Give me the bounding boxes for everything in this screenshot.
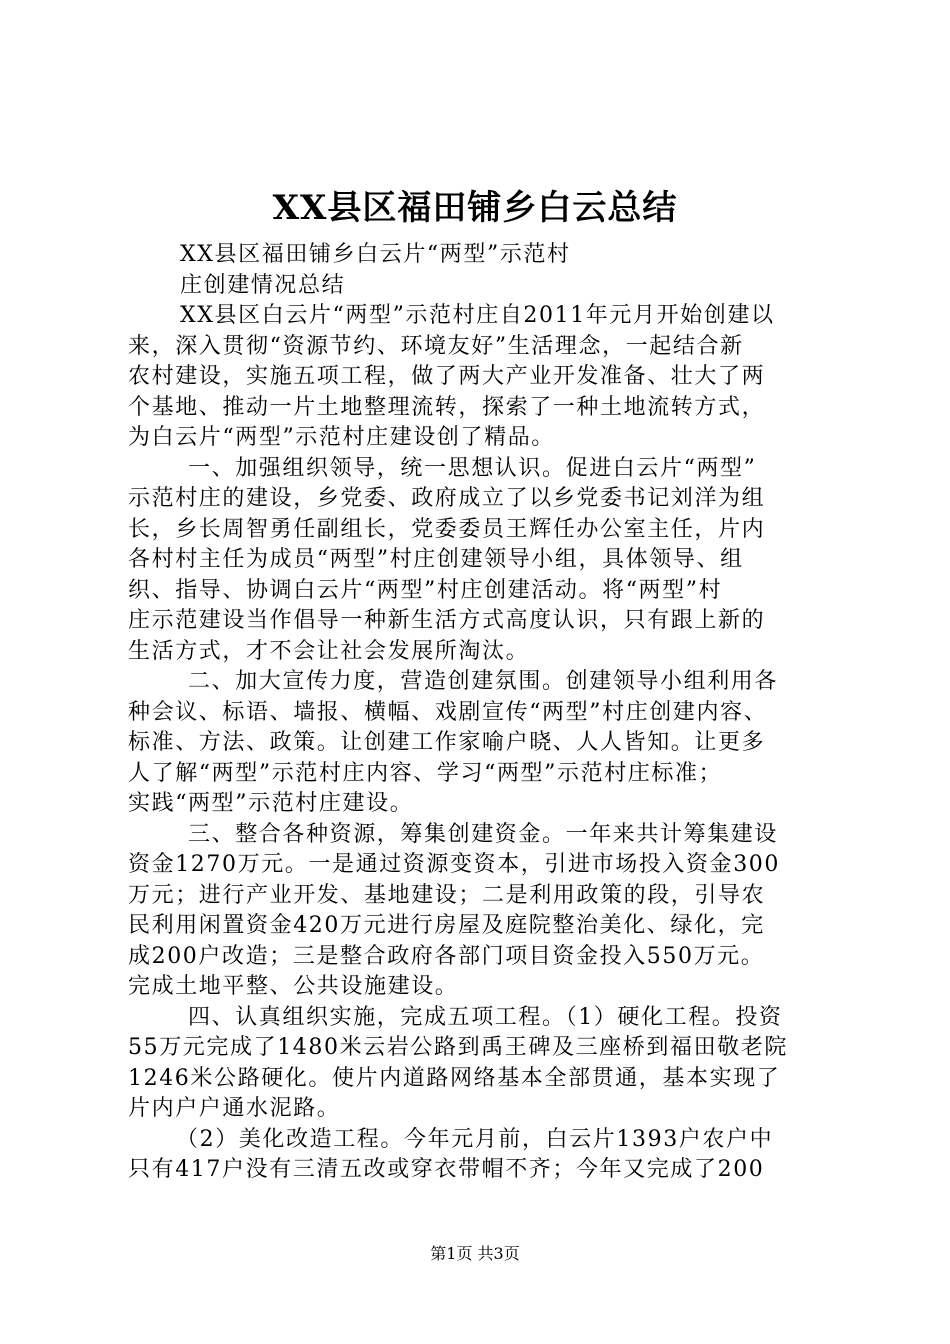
body-line: 生活方式，才不会让社会发展所淘汰。: [128, 638, 530, 664]
body-line: 万元；进行产业开发、基地建设；二是利用政策的段，引导农: [128, 882, 766, 908]
body-line: 成200户改造；三是整合政府各部门项目资金投入550万元。: [128, 943, 765, 969]
body-line: 三、整合各种资源，筹集创建资金。一年来共计筹集建设: [188, 821, 779, 847]
body-line: 各村村主任为成员“两型”村庄创建领导小组，具体领导、组: [128, 547, 744, 572]
body-line: 庄示范建设当作倡导一种新生活方式高度认识，只有跟上新的: [128, 608, 766, 633]
body-line: 1246米公路硬化。使片内道路网络基本全部贯通，基本实现了: [128, 1065, 781, 1091]
body-line: 个基地、推动一片土地整理流转，探索了一种土地流转方式，: [128, 394, 766, 420]
body-line: 长，乡长周智勇任副组长，党委委员王辉任办公室主任，片内: [128, 516, 766, 542]
body-line: 实践“两型”示范村庄建设。: [128, 791, 414, 816]
document-body: [128, 240, 828, 1186]
body-line: 完成土地平整、公共设施建设。: [128, 974, 459, 999]
body-line: （2）美化改造工程。今年元月前，白云片1393户农户中: [176, 1126, 774, 1152]
body-line: 庄创建情况总结: [180, 272, 346, 298]
body-line: XX县区福田铺乡白云片“两型”示范村: [180, 242, 571, 267]
body-line: 四、认真组织实施，完成五项工程。（1）硬化工程。投资: [188, 1004, 783, 1030]
body-line: 人了解“两型”示范村庄内容、学习“两型”示范村庄标准；: [128, 760, 723, 786]
body-line: 55万元完成了1480米云岩公路到禹王碑及三座桥到福田敬老院: [128, 1035, 788, 1060]
body-line: 只有417户没有三清五改或穿衣带帽不齐；今年又完成了200: [128, 1157, 765, 1182]
body-line: 农村建设，实施五项工程，做了两大产业开发准备、壮大了两: [128, 364, 766, 389]
page-number: 第1页 共3页: [430, 1244, 520, 1263]
body-line: 标准、方法、政策。让创建工作家喻户晓、人人皆知。让更多: [128, 730, 766, 755]
body-line: 资金1270万元。一是通过资源变资本，引进市场投入资金300: [128, 852, 780, 877]
document-title: XX县区福田铺乡白云总结: [272, 188, 678, 228]
body-line: 为白云片“两型”示范村庄建设创了精品。: [128, 425, 555, 450]
body-line: 一、加强组织领导，统一思想认识。促进白云片“两型”: [188, 455, 757, 481]
body-line: 种会议、标语、墙报、横幅、戏剧宣传“两型”村庄创建内容、: [128, 699, 768, 725]
body-line: 片内户户通水泥路。: [128, 1096, 341, 1121]
body-line: 二、加大宣传力度，营造创建氛围。创建领导小组利用各: [188, 669, 779, 694]
body-line: 织、指导、协调白云片“两型”村庄创建活动。将“两型”村: [128, 577, 723, 603]
body-line: 来，深入贯彻“资源节约、环境友好”生活理念，一起结合新: [128, 333, 744, 359]
body-line: 民利用闲置资金420万元进行房屋及庭院整治美化、绿化，完: [128, 913, 765, 938]
body-line: XX县区白云片“两型”示范村庄自2011年元月开始创建以: [180, 303, 775, 328]
body-line: 示范村庄的建设，乡党委、政府成立了以乡党委书记刘洋为组: [128, 486, 766, 511]
